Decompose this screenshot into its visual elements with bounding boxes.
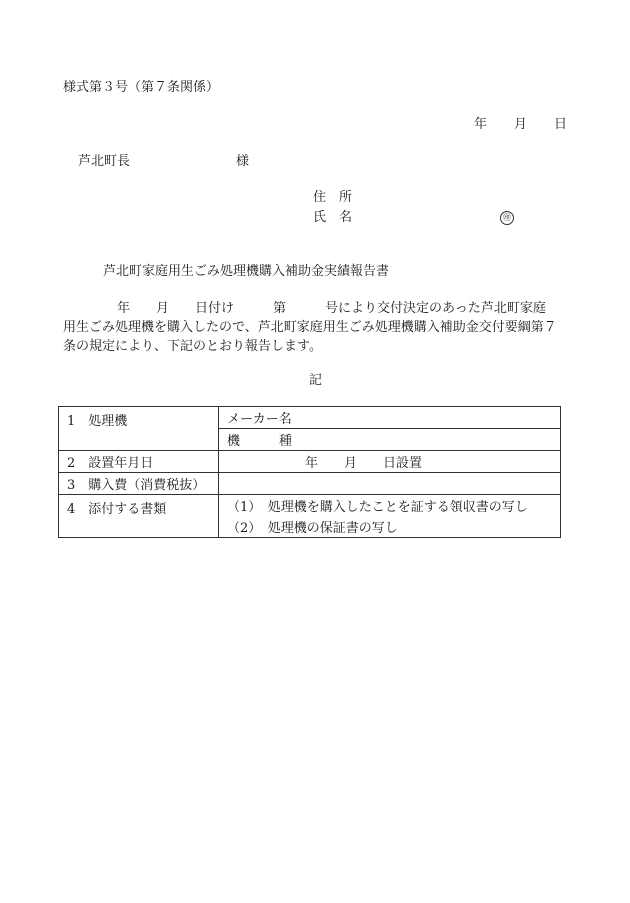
attachment-item-1: （1） 処理機を購入したことを証する領収書の写し	[219, 495, 561, 517]
document-title: 芦北町家庭用生ごみ処理機購入補助金実績報告書	[103, 264, 390, 279]
ki-heading: 記	[309, 373, 323, 388]
form-number: 様式第３号（第７条関係）	[63, 80, 220, 95]
report-table	[58, 406, 561, 538]
body-line-3: 条の規定により、下記のとおり報告します。	[63, 339, 322, 354]
purchase-cost-field	[219, 473, 561, 495]
maker-name-field: メーカー名	[219, 407, 561, 429]
table-row	[59, 451, 561, 473]
model-field: 機 種	[219, 429, 561, 451]
addressee-title: 芦北町長	[78, 154, 131, 169]
table-row	[59, 473, 561, 495]
date-month: 月	[514, 117, 528, 132]
addressee-honorific: 様	[236, 154, 250, 169]
table-row	[59, 495, 561, 517]
seal-mark-icon: ㊞	[500, 211, 514, 225]
attachment-item-2: （2） 処理機の保証書の写し	[219, 516, 561, 538]
body-line-1: 年 月 日付け 第 号により交付決定のあった芦北町家庭	[117, 301, 546, 316]
address-label: 住 所	[313, 190, 353, 205]
row-label-install-date: 2 設置年月日	[59, 451, 219, 473]
row-label-attachments: 4 添付する書類	[59, 495, 219, 538]
date-day: 日	[554, 117, 568, 132]
install-date-field: 年 月 日設置	[219, 451, 561, 473]
row-label-purchase-cost: 3 購入費（消費税抜）	[59, 473, 219, 495]
name-label: 氏 名	[313, 210, 353, 225]
date-year: 年	[474, 117, 488, 132]
table-row	[59, 407, 561, 429]
row-label-processor: 1 処理機	[59, 407, 219, 451]
body-line-2: 用生ごみ処理機を購入したので、芦北町家庭用生ごみ処理機購入補助金交付要綱第７	[63, 320, 557, 335]
